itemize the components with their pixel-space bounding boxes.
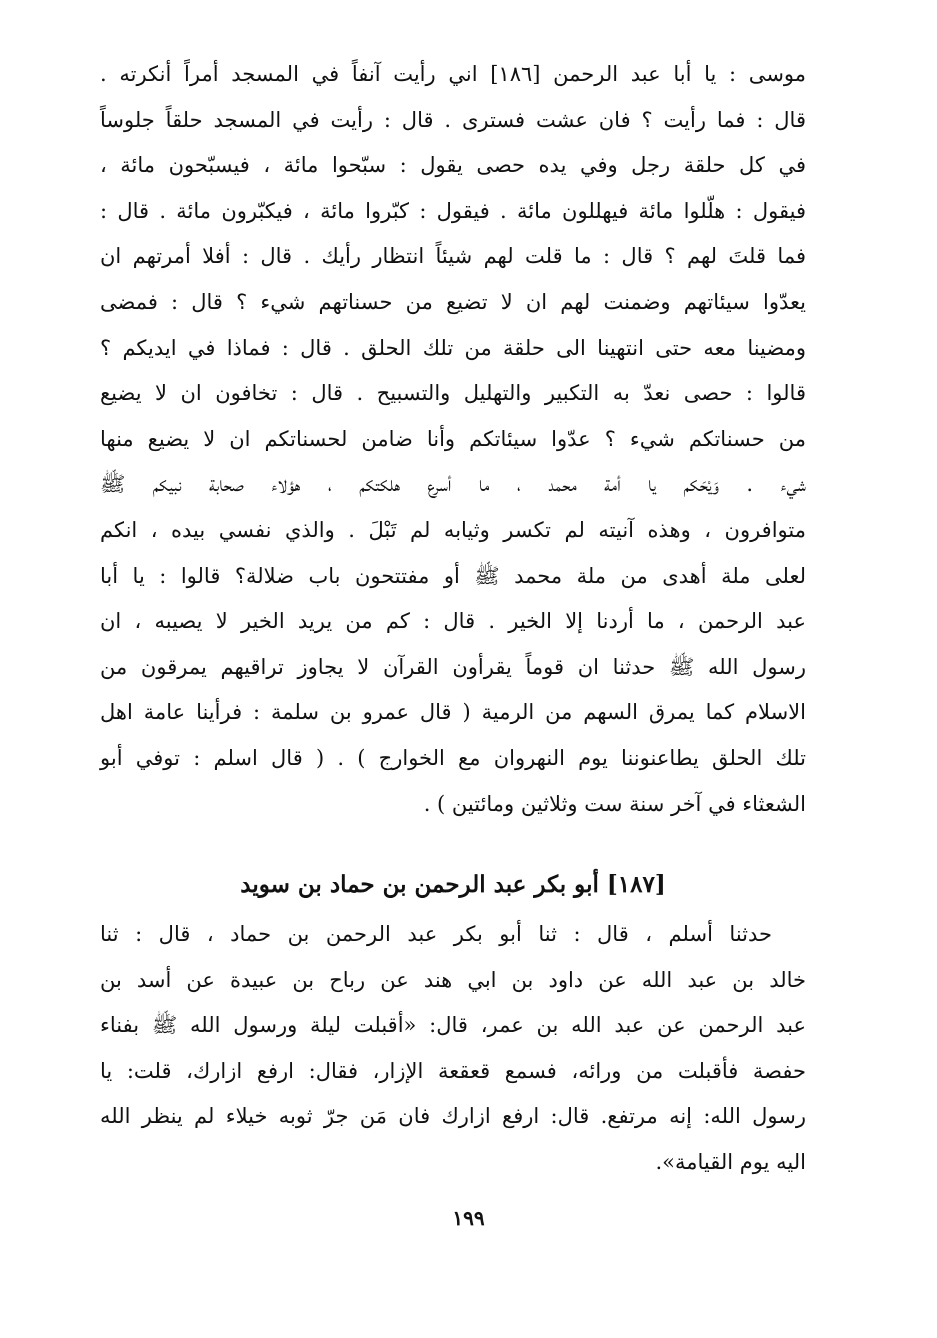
text-line: من حسناتكم شيء ؟ عدّوا سيئاتكم وأنا ضامن لحسناتكم ان لا يضيع منها xyxy=(100,426,806,451)
text-line: فيقول : هلّلوا مائة فيهللون مائة . فيقول : كبّروا مائة ، فيكبّرون مائة . قال : xyxy=(100,198,806,223)
section-text-line: رسول الله: إنه مرتفع. قال: ارفع ازارك فان مَن جرّ ثوبه خيلاء لم ينظر الله xyxy=(100,1104,806,1129)
text-line: الشعثاء في آخر سنة ست وثلاثين ومائتين ) . xyxy=(423,791,806,816)
section-text-line: عبد الرحمن عن عبد الله بن عمر، قال: «أقبلت ليلة ورسول الله ﷺ بفناء xyxy=(100,1013,806,1038)
section-text-line: حفصة فأقبلت من ورائه، فسمع قعقعة الإزار، فقال: ارفع ازارك، قلت: يا xyxy=(100,1058,806,1083)
section-text-line: اليه يوم القيامة». xyxy=(655,1149,806,1174)
text-line: يعدّوا سيئاتهم وضمنت لهم ان لا تضيع من حسناتهم شيء ؟ قال : فمضى xyxy=(100,289,806,314)
text-line: في كل حلقة رجل وفي يده حصى يقول : سبّحوا مائة ، فيسبّحون مائة ، xyxy=(100,153,806,178)
text-line: قال : فما رأيت ؟ فان عشت فسترى . قال : رأيت في المسجد حلقاً جلوساً xyxy=(100,107,806,132)
text-line: موسى : يا أبا عبد الرحمن [١٨٦] اني رأيت آنفاً في المسجد أمراً أنكرته . xyxy=(100,62,807,86)
text-line: عبد الرحمن ، ما أردنا إلا الخير . قال : كم من يريد الخير لا يصيبه ، ان xyxy=(100,609,806,634)
section-text-line: خالد بن عبد الله عن داود بن ابي هند عن رباح بن عبيدة عن أسد بن xyxy=(100,967,806,992)
text-line: الاسلام كما يمرق السهم من الرمية ( قال عمرو بن سلمة : فرأينا عامة اهل xyxy=(100,700,806,725)
page-number: ١٩٩ xyxy=(452,1206,485,1230)
body-text xyxy=(100,52,806,827)
text-line: شيء . وَيْحَكم يا أمة محمد ، ما أسرع هلكتكم ، هؤلاء صحابة نبيكم ﷺ xyxy=(100,472,806,497)
text-line: ومضينا معه حتى انتهينا الى حلقة من تلك الحلق . قال : فماذا في ايديكم ؟ xyxy=(100,335,806,360)
section-text-line: حدثنا أسلم ، قال : ثنا أبو بكر عبد الرحمن بن حماد ، قال : ثنا xyxy=(100,922,772,946)
text-line: رسول الله ﷺ حدثنا ان قوماً يقرأون القرآن لا يجاوز تراقيهم يمرقون من xyxy=(100,654,806,679)
text-line: تلك الحلق يطاعنوننا يوم النهروان مع الخوارج ) . ( قال اسلم : توفي أبو xyxy=(100,745,806,770)
section-body xyxy=(100,912,806,1186)
text-line: لعلى ملة أهدى من ملة محمد ﷺ أو مفتتحون باب ضلالة؟ قالوا : يا أبا xyxy=(100,563,806,588)
text-line: قالوا : حصى نعدّ به التكبير والتهليل والتسبيح . قال : تخافون ان لا يضيع xyxy=(100,381,806,406)
text-line: فما قلتَ لهم ؟ قال : ما قلت لهم شيئاً انتظار رأيك . قال : أفلا أمرتهم ان xyxy=(100,244,806,269)
section-heading: [١٨٧] أبو بكر عبد الرحمن بن حماد بن سويد xyxy=(240,871,666,898)
text-line: متوافرون ، وهذه آنيته لم تكسر وثيابه لم تَبْلَ . والذي نفسي بيده ، انكم xyxy=(100,517,806,542)
